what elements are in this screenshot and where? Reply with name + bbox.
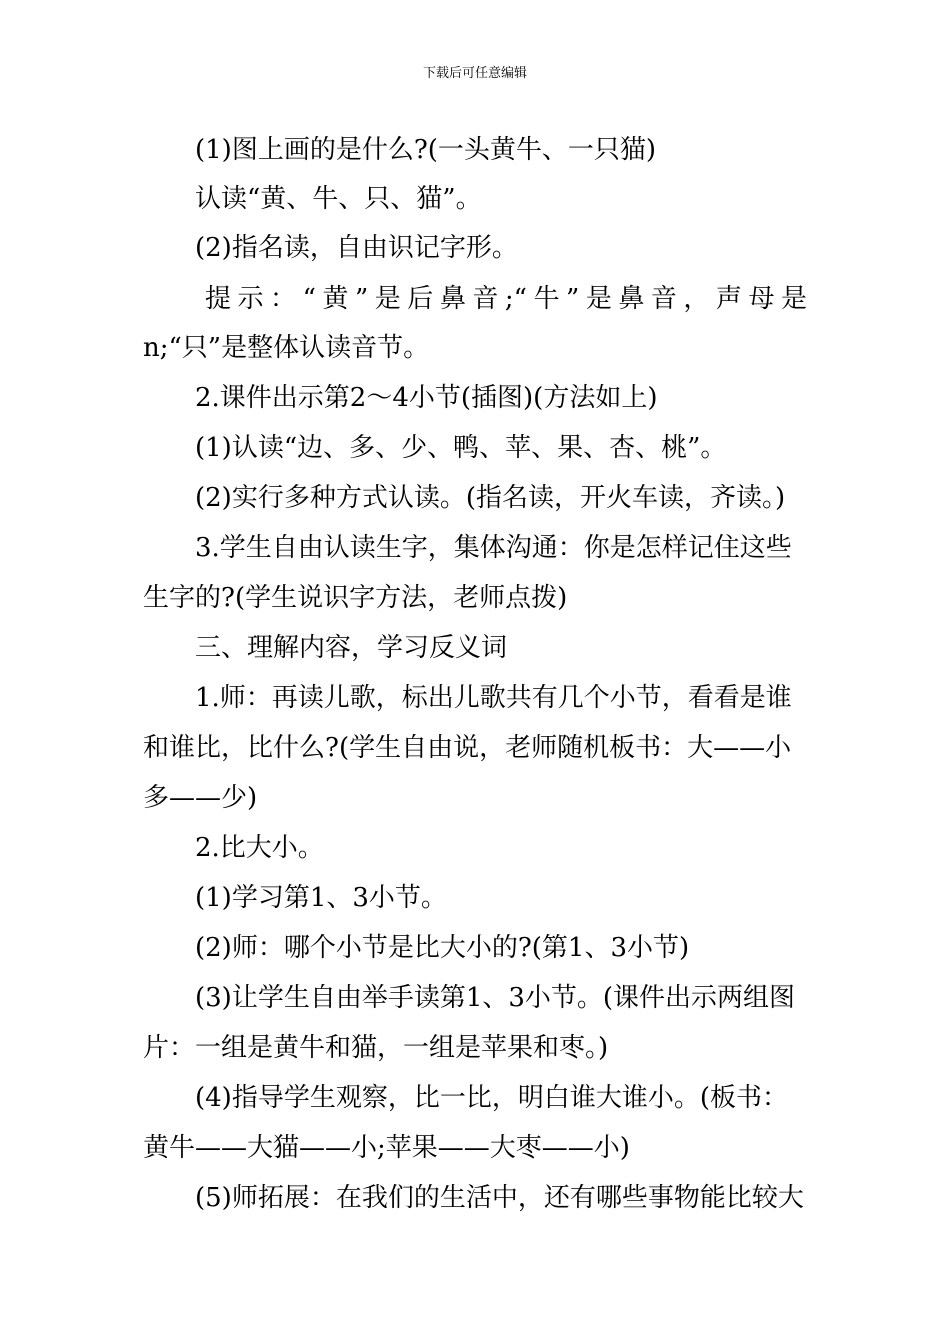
text-line-19: 片：一组是黄牛和猫，一组是苹果和枣。) (143, 1033, 609, 1063)
text-line-3: (2)指名读，自由识记字形。 (195, 233, 518, 263)
text-line-11: 三、理解内容，学习反义词 (195, 633, 508, 663)
page-header: 下载后可任意编辑 (422, 66, 527, 81)
text-line-17: (2)师：哪个小节是比大小的?(第1、3小节) (195, 933, 690, 963)
text-line-10: 生字的?(学生说识字方法，老师点拨) (143, 583, 568, 613)
text-line-21: 黄牛——大猫——小;苹果——大枣——小) (143, 1133, 630, 1163)
text-line-6: 2.课件出示第2～4小节(插图)(方法如上) (195, 383, 658, 413)
text-line-9: 3.学生自由认读生字，集体沟通：你是怎样记住这些 (195, 533, 792, 563)
text-line-2: 认读“黄、牛、只、猫”。 (195, 184, 482, 214)
text-line-12: 1.师：再读儿歌，标出儿歌共有几个小节，看看是谁 (195, 683, 792, 713)
text-line-4: 提示：“黄”是后鼻音;“牛”是鼻音，声母是 (205, 284, 807, 314)
text-line-14: 多——少) (143, 783, 258, 813)
text-line-5: n;“只”是整体认读音节。 (143, 333, 430, 363)
text-line-8: (2)实行多种方式认读。(指名读，开火车读，齐读。) (195, 483, 786, 513)
text-line-1: (1)图上画的是什么?(一头黄牛、一只猫) (195, 135, 657, 165)
text-line-18: (3)让学生自由举手读第1、3小节。(课件出示两组图 (195, 983, 796, 1013)
text-line-20: (4)指导学生观察，比一比，明白谁大谁小。(板书： (195, 1083, 788, 1113)
text-line-16: (1)学习第1、3小节。 (195, 883, 447, 913)
text-line-15: 2.比大小。 (195, 833, 324, 863)
text-line-7: (1)认读“边、多、少、鸭、苹、果、杏、桃”。 (195, 433, 727, 463)
text-line-13: 和谁比，比什么?(学生自由说，老师随机板书：大——小 (143, 733, 792, 763)
text-line-22: (5)师拓展：在我们的生活中，还有哪些事物能比较大 (195, 1183, 804, 1213)
